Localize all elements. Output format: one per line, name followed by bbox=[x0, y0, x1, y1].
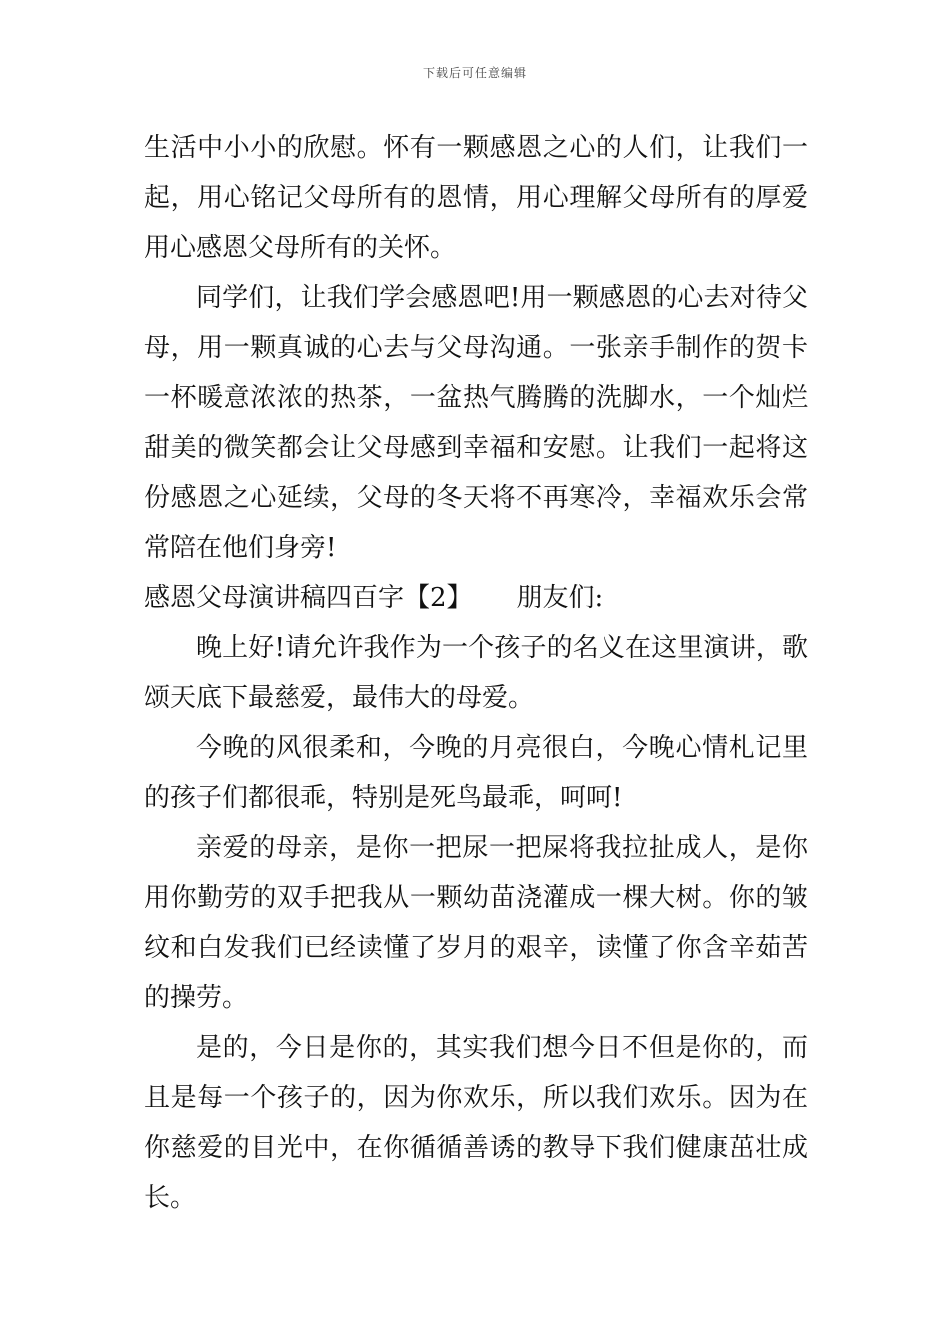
paragraph-dear-mother: 亲爱的母亲，是你一把尿一把屎将我拉扯成人，是你用你勤劳的双手把我从一颗幼苗浇灌成一棵大树。你的皱纹和白发我们已经读懂了岁月的艰辛，读懂了你含辛茹苦的操劳。 bbox=[144, 833, 808, 1013]
greeting: 朋友们: bbox=[516, 583, 604, 613]
paragraph-tonight: 今晚的风很柔和，今晚的月亮很白，今晚心情札记里的孩子们都很乖，特别是死鸟最乖，呵呵! bbox=[144, 733, 808, 813]
paragraph-continuation: 生活中小小的欣慰。怀有一颗感恩之心的人们，让我们一起，用心铭记父母所有的恩情，用心理解父母所有的厚爱用心感恩父母所有的关怀。 bbox=[144, 133, 808, 263]
paragraph-today: 是的，今日是你的，其实我们想今日不但是你的，而且是每一个孩子的，因为你欢乐，所以我们欢乐。因为在你慈爱的目光中，在你循循善诱的教导下我们健康茁壮成长。 bbox=[144, 1033, 808, 1213]
section-heading-line bbox=[144, 573, 808, 623]
section-title: 感恩父母演讲稿四百字【2】 bbox=[144, 583, 473, 613]
document-body bbox=[144, 123, 808, 1223]
paragraph-classmates: 同学们，让我们学会感恩吧!用一颗感恩的心去对待父母，用一颗真诚的心去与父母沟通。一张亲手制作的贺卡一杯暖意浓浓的热茶，一盆热气腾腾的洗脚水，一个灿烂甜美的微笑都会让父母感到幸福和安慰。让我们一起将这份感恩之心延续，父母的冬天将不再寒冷，幸福欢乐会常常陪在他们身旁! bbox=[144, 283, 808, 563]
paragraph-good-evening: 晚上好!请允许我作为一个孩子的名义在这里演讲，歌颂天底下最慈爱，最伟大的母爱。 bbox=[144, 633, 808, 713]
page-header: 下载后可任意编辑 bbox=[422, 66, 527, 80]
